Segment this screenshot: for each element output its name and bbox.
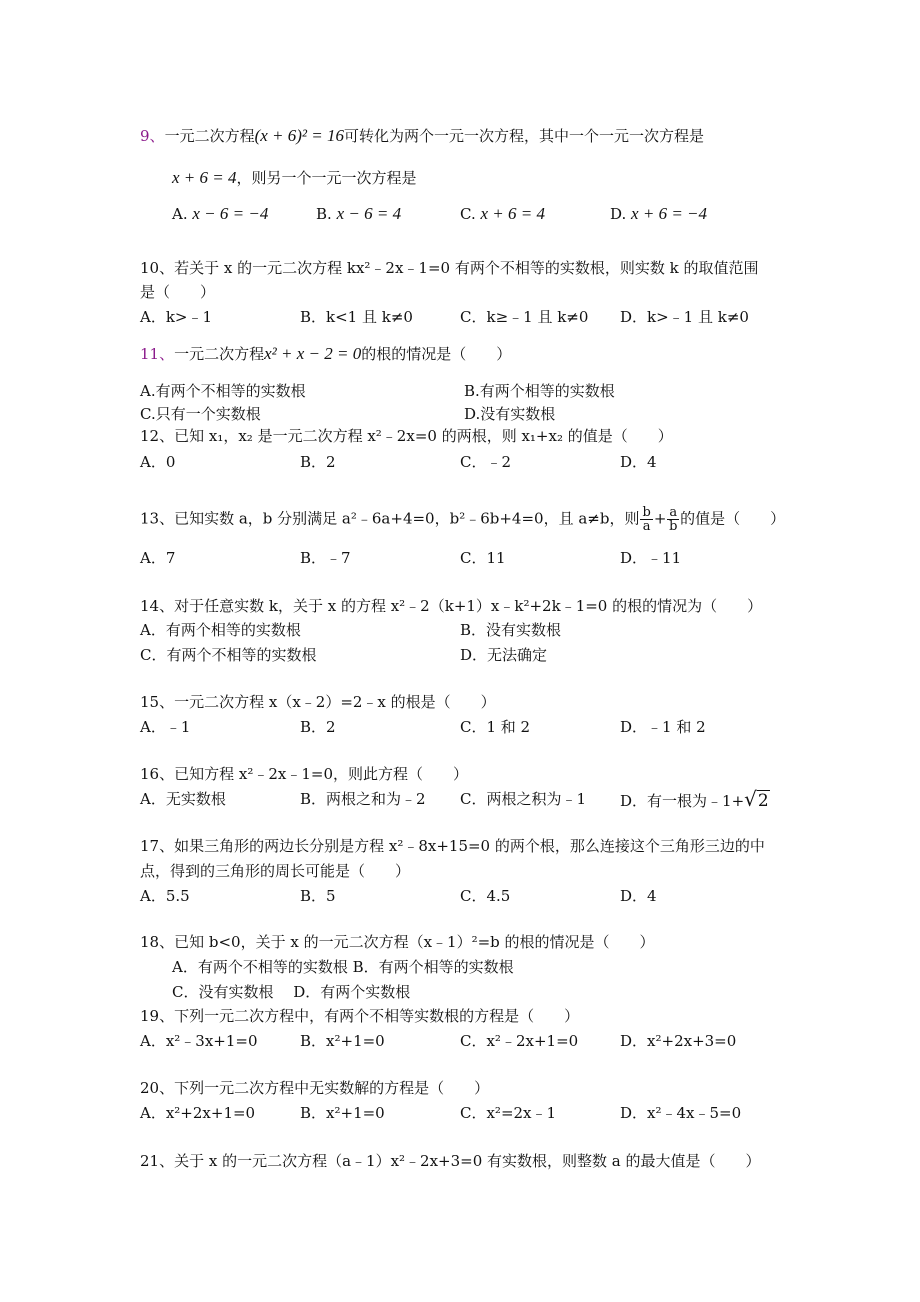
- question-11-number: 11: [140, 345, 160, 363]
- question-9-option-b: B. x − 6 = 4: [316, 204, 402, 223]
- question-9-line-1: 9、一元二次方程(x + 6)² = 16可转化为两个一元一次方程，其中一个一元一次方程是: [140, 126, 705, 145]
- question-12-option-d: D．4: [620, 453, 657, 471]
- question-16-option-c: C．两根之积为﹣1: [460, 790, 587, 808]
- question-20-option-c: C．x²=2x﹣1: [460, 1104, 557, 1122]
- question-14-option-c: C．有两个不相等的实数根: [140, 646, 317, 664]
- question-10-option-b: B．k<1 且 k≠0: [300, 308, 413, 326]
- question-15-option-a: A．﹣1: [140, 718, 191, 736]
- question-17-option-a: A．5.5: [140, 887, 190, 905]
- question-10-line-1: 10、若关于 x 的一元二次方程 kx²﹣2x﹣1=0 有两个不相等的实数根，则实数 k 的取值范围: [140, 259, 759, 277]
- question-13-option-b: B．﹣7: [300, 549, 351, 567]
- question-17-option-b: B．5: [300, 887, 336, 905]
- question-10-line-2: 是（ ）: [140, 283, 216, 301]
- question-13-option-c: C．11: [460, 549, 506, 567]
- question-11-option-c: C.只有一个实数根: [140, 405, 261, 423]
- question-14-line-1: 14、对于任意实数 k，关于 x 的方程 x²﹣2（k+1）x﹣k²+2k﹣1=0 的根的情况为（ ）: [140, 597, 763, 615]
- question-12-line-1: 12、已知 x₁，x₂ 是一元二次方程 x²﹣2x=0 的两根，则 x₁+x₂ 的值是（ ）: [140, 427, 673, 445]
- question-17-option-c: C．4.5: [460, 887, 511, 905]
- question-15-option-c: C．1 和 2: [460, 718, 531, 736]
- sqrt-value: 2: [757, 791, 769, 811]
- question-11-line-1: 11、一元二次方程x² + x − 2 = 0的根的情况是（ ）: [140, 344, 512, 363]
- question-13-option-a: A．7: [140, 549, 176, 567]
- question-16-line-1: 16、已知方程 x²﹣2x﹣1=0，则此方程（ ）: [140, 765, 468, 783]
- question-12-option-b: B．2: [300, 453, 336, 471]
- question-20-option-b: B．x²+1=0: [300, 1104, 385, 1122]
- question-18-line-1: 18、已知 b<0，关于 x 的一元二次方程（x﹣1）²=b 的根的情况是（ ）: [140, 933, 655, 951]
- question-14-option-a: A．有两个相等的实数根: [140, 621, 301, 639]
- question-21-line-1: 21、关于 x 的一元二次方程（a﹣1）x²﹣2x+3=0 有实数根，则整数 a 的最大值是（ ）: [140, 1152, 761, 1170]
- question-12-option-a: A．0: [140, 453, 176, 471]
- question-9-number: 9: [140, 127, 150, 145]
- question-19-option-b: B．x²+1=0: [300, 1032, 385, 1050]
- question-9-option-d: D. x + 6 = −4: [610, 204, 708, 223]
- question-11-option-b: B.有两个相等的实数根: [464, 382, 615, 400]
- question-20-line-1: 20、下列一元二次方程中无实数解的方程是（ ）: [140, 1079, 490, 1097]
- question-15-option-d: D．﹣1 和 2: [620, 718, 706, 736]
- question-9-equation: (x + 6)² = 16: [254, 126, 344, 145]
- question-20-option-a: A．x²+2x+1=0: [140, 1104, 256, 1122]
- question-17-line-2: 点，得到的三角形的周长可能是（ ）: [140, 862, 411, 880]
- question-20-option-d: D．x²﹣4x﹣5=0: [620, 1104, 742, 1122]
- question-10-option-a: A．k>﹣1: [140, 308, 213, 326]
- question-13-option-d: D．﹣11: [620, 549, 682, 567]
- question-14-option-b: B．没有实数根: [460, 621, 562, 639]
- question-19-option-c: C．x²﹣2x+1=0: [460, 1032, 579, 1050]
- question-16-option-d: D．有一根为﹣1+√2: [620, 787, 769, 811]
- question-10-option-c: C．k≥﹣1 且 k≠0: [460, 308, 589, 326]
- question-10-option-d: D．k>﹣1 且 k≠0: [620, 308, 749, 326]
- fraction-b-over-a: $\frac{b}{a}$: [642, 505, 651, 534]
- question-12-option-c: C．﹣2: [460, 453, 512, 471]
- question-18-line-3: C．没有实数根 D．有两个实数根: [172, 983, 411, 1001]
- question-16-option-b: B．两根之和为﹣2: [300, 790, 426, 808]
- question-9-line-2: x + 6 = 4，则另一个一元一次方程是: [172, 168, 417, 187]
- question-18-line-2: A．有两个不相等的实数根 B．有两个相等的实数根: [172, 958, 514, 976]
- question-9-option-c: C. x + 6 = 4: [460, 204, 545, 223]
- question-15-line-1: 15、一元二次方程 x（x﹣2）=2﹣x 的根是（ ）: [140, 693, 496, 711]
- question-11-option-d: D.没有实数根: [464, 405, 556, 423]
- question-15-option-b: B．2: [300, 718, 336, 736]
- question-19-option-d: D．x²+2x+3=0: [620, 1032, 737, 1050]
- question-14-option-d: D．无法确定: [460, 646, 548, 664]
- question-19-line-1: 19、下列一元二次方程中，有两个不相等实数根的方程是（ ）: [140, 1007, 580, 1025]
- sqrt-symbol: √: [744, 787, 757, 811]
- question-17-option-d: D．4: [620, 887, 657, 905]
- question-13-line-1: 13、已知实数 a，b 分别满足 a²﹣6a+4=0，b²﹣6b+4=0，且 a≠b，则 $\frac{b}{a}$ + $\frac{a}{b}$ 的值是（ ）: [140, 505, 786, 534]
- question-11-option-a: A.有两个不相等的实数根: [140, 382, 306, 400]
- question-16-option-a: A．无实数根: [140, 790, 226, 808]
- question-19-option-a: A．x²﹣3x+1=0: [140, 1032, 258, 1050]
- fraction-a-over-b: $\frac{a}{b}$: [669, 505, 678, 534]
- question-17-line-1: 17、如果三角形的两边长分别是方程 x²﹣8x+15=0 的两个根，那么连接这个三角形三边的中: [140, 837, 765, 855]
- question-9-option-a: A. x − 6 = −4: [172, 204, 269, 223]
- question-11-equation: x² + x − 2 = 0: [264, 344, 362, 363]
